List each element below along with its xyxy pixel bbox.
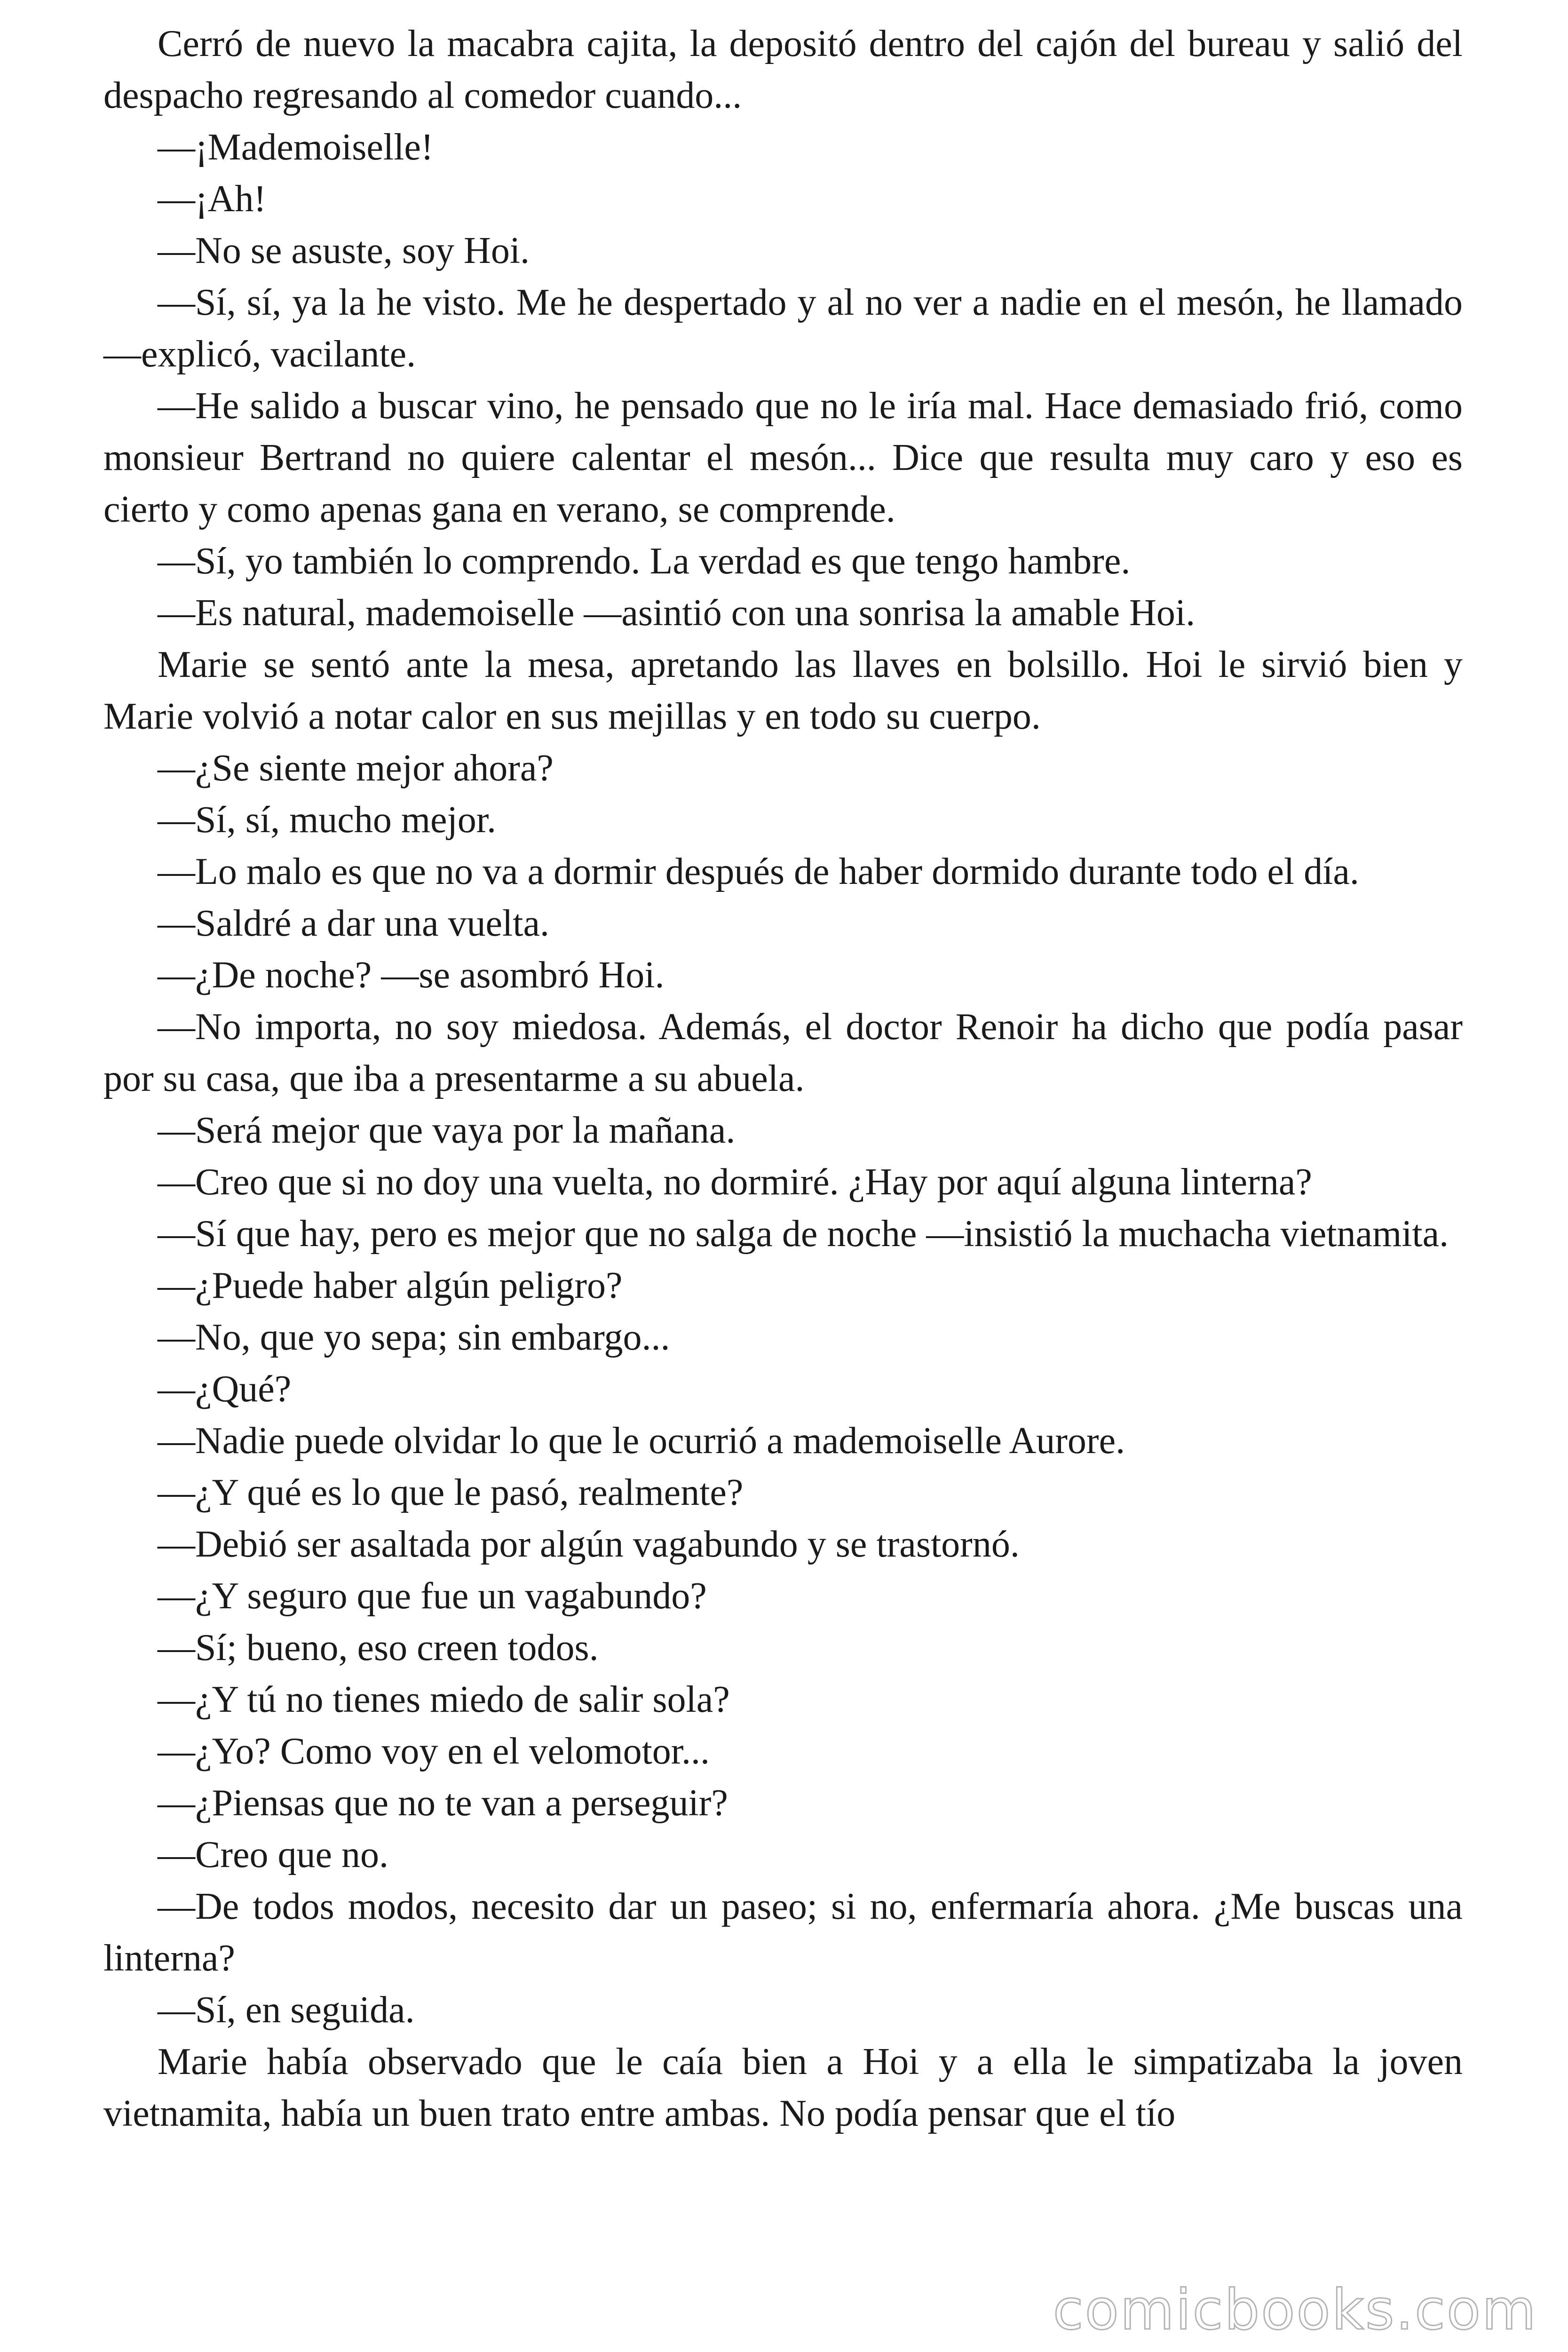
paragraph: —Sí, en seguida. (158, 1989, 415, 2031)
paragraph: —Sí que hay, pero es mejor que no salga de noche —insistió la muchacha vietnamita. (158, 1213, 1449, 1255)
page-text (103, 18, 1463, 2139)
paragraph: —¿Y tú no tienes miedo de salir sola? (158, 1679, 730, 1720)
paragraph: —Lo malo es que no va a dormir después de haber dormido durante todo el día. (158, 851, 1359, 892)
paragraph: —¿Qué? (158, 1368, 292, 1410)
paragraph: —¿Yo? Como voy en el velomotor... (158, 1731, 710, 1772)
paragraph: —He salido a buscar vino, he pensado que no le iría mal. Hace demasiado frió, como monsieur Bertrand no quiere calentar el mesón... Dice que resulta muy caro y eso es cierto y como apenas gana en verano, se comprende. (103, 385, 1463, 530)
paragraph: —No importa, no soy miedosa. Además, el doctor Renoir ha dicho que podía pasar por su casa, que iba a presentarme a su abuela. (103, 1006, 1463, 1099)
paragraph: —Sí, sí, mucho mejor. (158, 799, 496, 841)
paragraph: —¿Y seguro que fue un vagabundo? (158, 1575, 707, 1617)
paragraph: Marie había observado que le caía bien a Hoi y a ella le simpatizaba la joven vietnamita, había un buen trato entre ambas. No podía pensar que el tío (103, 2041, 1463, 2134)
paragraph: —Sí, sí, ya la he visto. Me he despertado y al no ver a nadie en el mesón, he llamado —explicó, vacilante. (103, 282, 1463, 375)
paragraph: —Saldré a dar una vuelta. (158, 903, 550, 944)
watermark-logo: comicbooks.com (1053, 2277, 1537, 2342)
paragraph: —¿Puede haber algún peligro? (158, 1265, 623, 1306)
paragraph: —Sí; bueno, eso creen todos. (158, 1627, 599, 1669)
paragraph: —Creo que si no doy una vuelta, no dormiré. ¿Hay por aquí alguna linterna? (158, 1161, 1312, 1203)
paragraph: —Es natural, mademoiselle —asintió con una sonrisa la amable Hoi. (158, 592, 1196, 634)
paragraph: —Debió ser asaltada por algún vagabundo y se trastornó. (158, 1524, 1020, 1565)
paragraph: —¿De noche? —se asombró Hoi. (158, 954, 665, 996)
paragraph: —¿Piensas que no te van a perseguir? (158, 1782, 728, 1824)
paragraph: —¡Mademoiselle! (158, 127, 434, 168)
paragraph: —No, que yo sepa; sin embargo... (158, 1317, 670, 1358)
paragraph: Marie se sentó ante la mesa, apretando las llaves en bolsillo. Hoi le sirvió bien y Marie volvió a notar calor en sus mejillas y en todo su cuerpo. (103, 644, 1463, 737)
paragraph: Cerró de nuevo la macabra cajita, la depositó dentro del cajón del bureau y salió del despacho regresando al comedor cuando... (103, 23, 1463, 116)
paragraph: —No se asuste, soy Hoi. (158, 230, 530, 271)
paragraph: —Creo que no. (158, 1834, 389, 1875)
paragraph: —Será mejor que vaya por la mañana. (158, 1110, 736, 1151)
paragraph: —¿Y qué es lo que le pasó, realmente? (158, 1472, 744, 1513)
paragraph: —¡Ah! (158, 178, 267, 220)
paragraph: —Nadie puede olvidar lo que le ocurrió a mademoiselle Aurore. (158, 1420, 1125, 1462)
paragraph: —De todos modos, necesito dar un paseo; si no, enfermaría ahora. ¿Me buscas una linterna? (103, 1886, 1463, 1979)
paragraph: —Sí, yo también lo comprendo. La verdad es que tengo hambre. (158, 540, 1131, 582)
paragraph: —¿Se siente mejor ahora? (158, 747, 554, 789)
